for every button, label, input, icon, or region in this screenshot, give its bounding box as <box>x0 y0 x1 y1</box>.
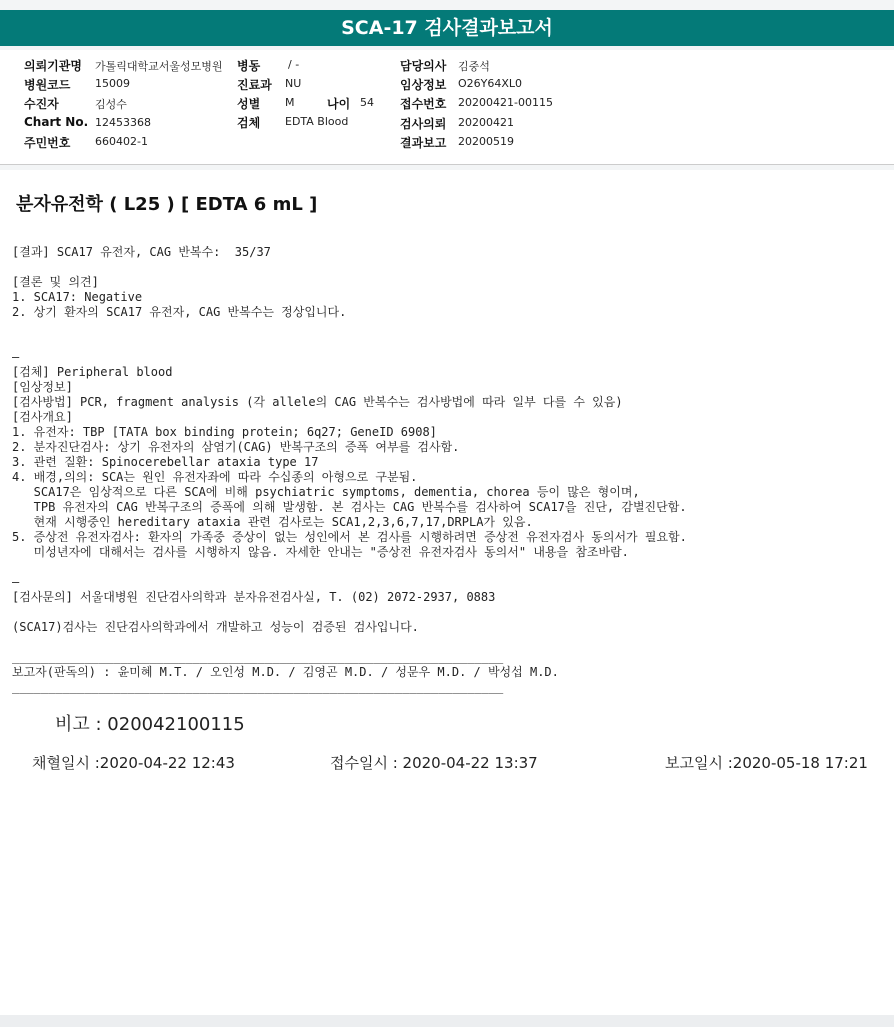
report-line: — <box>12 350 20 364</box>
report-line: 5. 증상전 유전자검사: 환자의 가족중 증상이 없는 성인에서 본 검사를 시행하려면 증상전 유전자검사 동의서가 필요함. <box>12 530 687 544</box>
report-line: 미성년자에 대해서는 검사를 시행하지 않음. 자세한 안내는 "증상전 유전자검사 동의서" 내용을 참조바람. <box>12 545 629 559</box>
report-line: [검체] Peripheral blood <box>12 365 173 379</box>
report-line: [검사문의] 서울대병원 진단검사의학과 분자유전검사실, T. (02) 2072-2937, 0883 <box>12 590 496 604</box>
patient-label: 수진자 <box>24 97 59 111</box>
report-line <box>12 320 890 335</box>
report-line: (SCA17)검사는 진단검사의학과에서 개발하고 성능이 검증된 검사입니다. <box>12 620 419 634</box>
report-line <box>12 560 890 575</box>
age-label: 나이 <box>327 97 351 111</box>
report-line: 보고자(판독의) : 윤미혜 M.T. / 오인성 M.D. / 김영곤 M.D. / 성문우 M.D. / 박성섭 M.D. <box>12 665 559 679</box>
sex-value: M <box>285 96 295 109</box>
hospital-code-label: 병원코드 <box>24 78 71 92</box>
report-text <box>12 245 890 695</box>
dept-value: NU <box>285 77 302 90</box>
report-body <box>0 170 894 1015</box>
chart-no-label: Chart No. <box>24 115 89 129</box>
report-line: [임상정보] <box>12 380 73 394</box>
report-line <box>12 605 890 620</box>
report-line: 3. 관련 질환: Spinocerebellar ataxia type 17 <box>12 455 319 469</box>
clinical-info-value: O26Y64XL0 <box>458 77 523 90</box>
receipt-no-value: 20200421-00115 <box>458 96 553 109</box>
ward-label: 병동 <box>237 59 261 73</box>
report-line: ____________________________________________________________________ <box>12 680 504 694</box>
report-line: 1. SCA17: Negative <box>12 290 143 304</box>
report-line: TPB 유전자의 CAG 반복구조의 증폭에 의해 발생함. 본 검사는 CAG 반복수를 검사하여 SCA17을 진단, 감별진단함. <box>12 500 687 514</box>
report-line: SCA17은 임상적으로 다른 SCA에 비해 psychiatric symptoms, dementia, chorea 등이 많은 형이며, <box>12 485 640 499</box>
chart-no-value: 12453368 <box>95 116 151 129</box>
report-date-value: 20200519 <box>458 135 514 148</box>
report-line <box>12 260 890 275</box>
patient-info-panel <box>0 50 894 165</box>
report-line: 4. 배경,의의: SCA는 원인 유전자좌에 따라 수십종의 아형으로 구분됨. <box>12 470 418 484</box>
resident-no-value: 660402-1 <box>95 135 148 148</box>
bottom-divider <box>0 1015 894 1027</box>
report-title: SCA-17 검사결과보고서 <box>0 10 894 46</box>
ward-value: / - <box>288 58 300 71</box>
report-line: 2. 분자진단검사: 상기 유전자의 삼염기(CAG) 반복구조의 증폭 여부를 검사함. <box>12 440 460 454</box>
report-line: [결과] SCA17 유전자, CAG 반복수: 35/37 <box>12 245 271 259</box>
patient-value: 김성수 <box>95 98 127 111</box>
doctor-value: 김중석 <box>458 60 490 73</box>
institution-label: 의뢰기관명 <box>24 59 82 73</box>
sex-label: 성별 <box>237 97 261 111</box>
specimen-label: 검체 <box>237 116 261 130</box>
doctor-label: 담당의사 <box>400 59 447 73</box>
report-line <box>12 335 890 350</box>
report-line: ____________________________________________________________________ <box>12 650 504 664</box>
report-line: [결론 및 의견] <box>12 275 99 289</box>
report-date-label: 결과보고 <box>400 136 447 150</box>
report-line <box>12 635 890 650</box>
collected-datetime: 채혈일시 :2020-04-22 12:43 <box>32 754 235 772</box>
remarks: 비고 : 020042100115 <box>55 714 245 735</box>
report-line: [검사방법] PCR, fragment analysis (각 allele의 CAG 반복수는 검사방법에 따라 일부 다를 수 있음) <box>12 395 623 409</box>
report-line: — <box>12 575 20 589</box>
dept-label: 진료과 <box>237 78 272 92</box>
received-datetime: 접수일시 : 2020-04-22 13:37 <box>330 754 538 772</box>
institution-value: 가톨릭대학교서울성모병원 <box>95 60 223 73</box>
request-date-label: 검사의뢰 <box>400 117 447 131</box>
report-line: 현재 시행중인 hereditary ataxia 관련 검사로는 SCA1,2,3,6,7,17,DRPLA가 있음. <box>12 515 533 529</box>
section-heading: 분자유전학 ( L25 ) [ EDTA 6 mL ] <box>16 194 318 215</box>
specimen-value: EDTA Blood <box>285 115 349 128</box>
report-line: 1. 유전자: TBP [TATA box binding protein; 6q27; GeneID 6908] <box>12 425 437 439</box>
clinical-info-label: 임상정보 <box>400 78 447 92</box>
resident-no-label: 주민번호 <box>24 136 71 150</box>
reported-datetime: 보고일시 :2020-05-18 17:21 <box>665 754 868 772</box>
receipt-no-label: 접수번호 <box>400 97 447 111</box>
hospital-code-value: 15009 <box>95 77 130 90</box>
report-line: 2. 상기 환자의 SCA17 유전자, CAG 반복수는 정상입니다. <box>12 305 347 319</box>
request-date-value: 20200421 <box>458 116 514 129</box>
age-value: 54 <box>360 96 374 109</box>
report-line: [검사개요] <box>12 410 73 424</box>
